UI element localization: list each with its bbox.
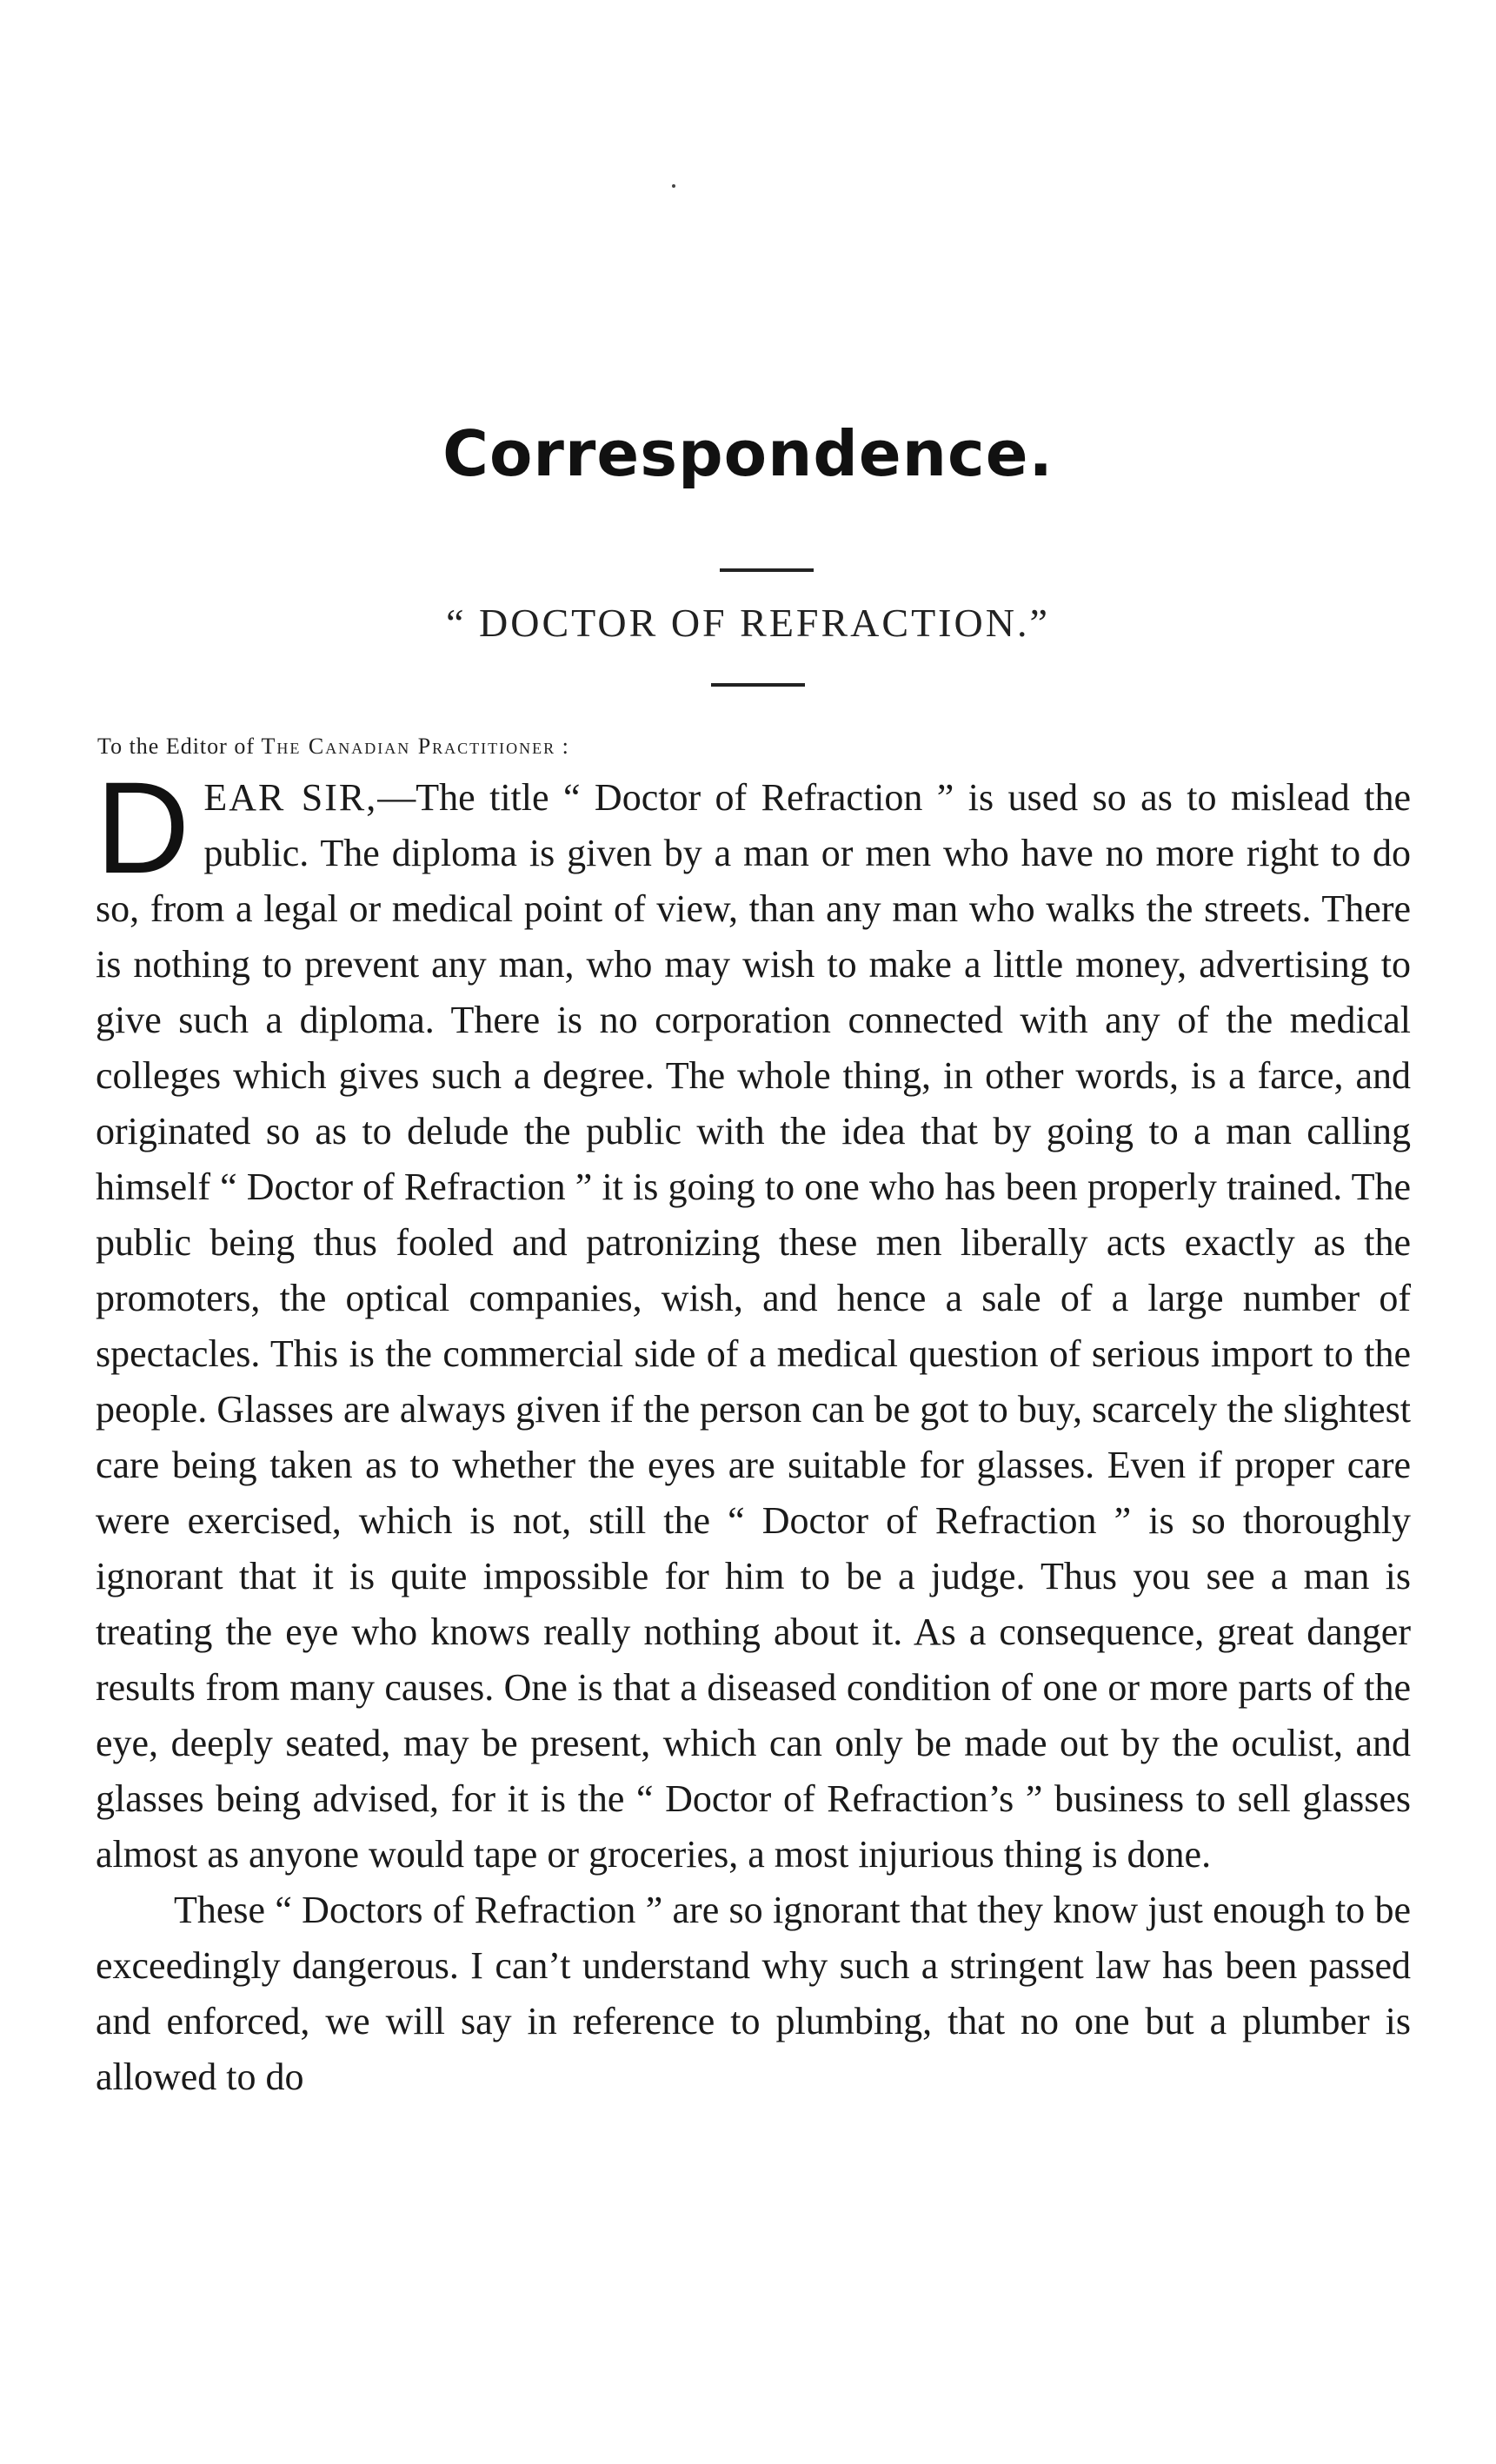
salutation-prefix: To the Editor of xyxy=(97,734,262,759)
bottom-divider xyxy=(711,683,805,687)
paragraph-1-text: —The title “ Doctor of Refraction ” is used so as to mislead the public. The diploma is given by a man or men who have no more right to do so, from a legal or medical point of view, than any man who walks the streets. There is nothing to prevent any man, who may wish to make a little money, advertising to give such a diploma. There is no corporation connected with any of the medical colleges which gives such a degree. The whole thing, in other words, is a farce, and originated so as to delude the public with the idea that by going to a man calling himself “ Doctor of Refraction ” it is going to one who has been properly trained. The public being thus fooled and patronizing these men liberally acts exactly as the promoters, the optical companies, wish, and hence a sale of a large number of spectacles. This is the commercial side of a medical question of serious import to the people. Glasses are always given if the person can be got to buy, scarcely the slightest care being taken as to whether the eyes are suitable for glasses. Even if proper care were exercised, which is not, still the “ Doctor of Refraction ” is so thoroughly ignorant that it is quite impossible for him to be a judge. Thus you see a man is treating the eye who knows really nothing about it. As a consequence, great danger results from many causes. One is that a diseased condition of one or more parts of the eye, deeply seated, may be present, which can only be made out by the oculist, and glasses being advised, for it is the “ Doctor of Refraction’s ” business to sell glasses almost as anyone would tape or groceries, a most injurious thing is done. xyxy=(96,776,1411,1876)
section-heading: Correspondence. xyxy=(442,417,1054,490)
print-speck xyxy=(672,184,675,188)
journal-name: The Canadian Practitioner xyxy=(261,734,556,759)
salutation-suffix: : xyxy=(555,734,569,759)
opening-caps: EAR SIR, xyxy=(203,776,378,819)
article-title: “ DOCTOR OF REFRACTION.” xyxy=(446,601,1050,645)
paragraph-1 xyxy=(96,754,1411,1883)
letter-body xyxy=(96,754,1411,2105)
top-divider xyxy=(720,568,814,572)
paragraph-2: These “ Doctors of Refraction ” are so ignorant that they know just enough to be exceedingly dangerous. I can’t understand why such a stringent law has been passed and enforced, we will say in reference to plumbing, that no one but a plumber is allowed to do xyxy=(96,1889,1411,2098)
drop-cap: D xyxy=(96,754,190,900)
